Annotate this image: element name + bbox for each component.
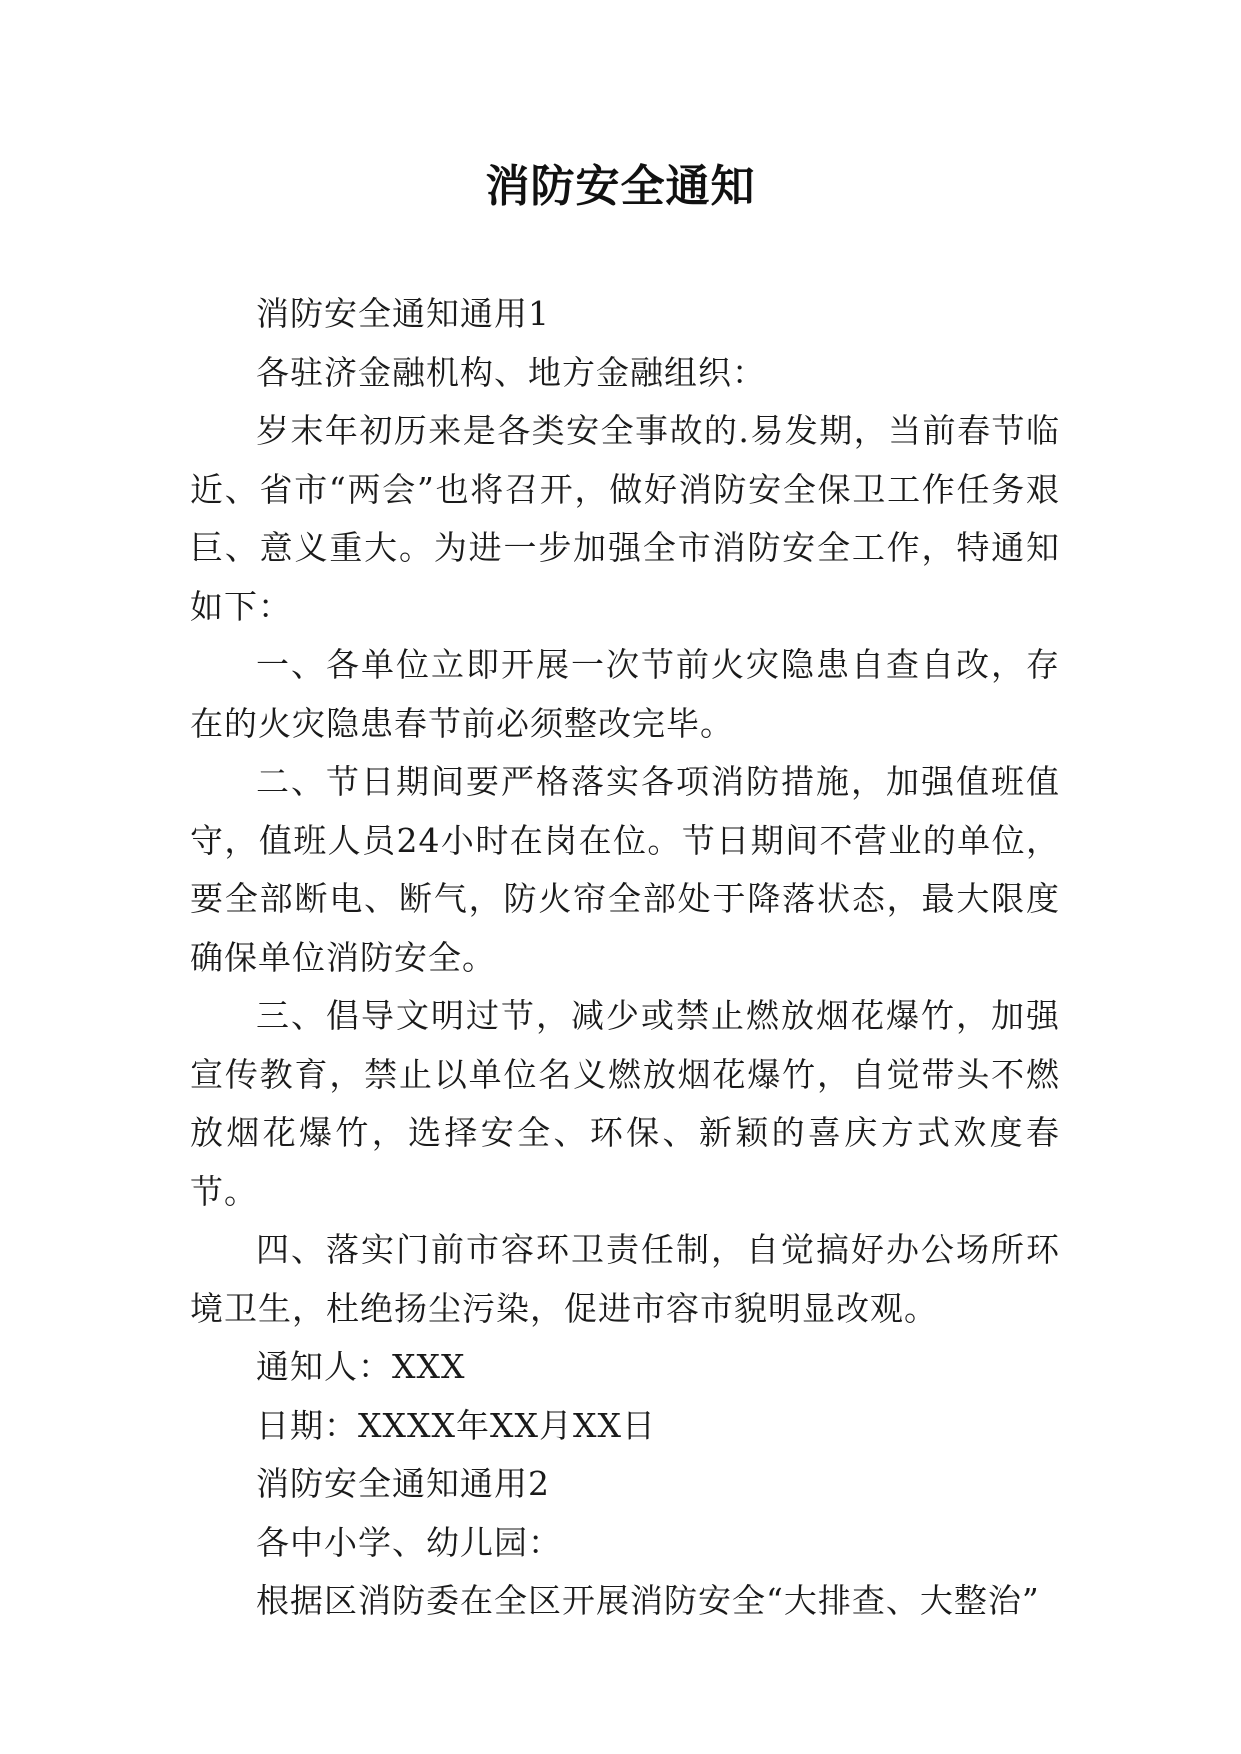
date-line: 日期：XXXX年XX月XX日 <box>256 1405 656 1445</box>
item-1-paragraph: 一、各单位立即开展一次节前火灾隐患自查自改，存在的火灾隐患春节前必须整改完毕。 <box>190 645 1060 743</box>
document-title: 消防安全通知 <box>485 161 756 212</box>
salutation-2: 各中小学、幼儿园： <box>256 1522 562 1562</box>
notifier-line: 通知人：XXX <box>256 1347 466 1386</box>
intro-paragraph: 岁末年初历来是各类安全事故的.易发期，当前春节临近、省市“两会”也将召开，做好消防安全保卫工作任务艰巨、意义重大。为进一步加强全市消防安全工作，特通知如下： <box>190 411 1060 626</box>
section-heading-1: 消防安全通知通用1 <box>256 294 550 333</box>
item-4-paragraph: 四、落实门前市容环卫责任制，自觉搞好办公场所环境卫生，杜绝扬尘污染，促进市容市貌明显改观。 <box>190 1230 1060 1328</box>
item-3-paragraph: 三、倡导文明过节，减少或禁止燃放烟花爆竹，加强宣传教育，禁止以单位名义燃放烟花爆竹，自觉带头不燃放烟花爆竹，选择安全、环保、新颖的喜庆方式欢度春节。 <box>190 996 1060 1211</box>
document-body <box>190 285 1060 1631</box>
section-2-opening-paragraph: 根据区消防委在全区开展消防安全“大排查、大整治” <box>256 1581 1040 1620</box>
item-2-paragraph: 二、节日期间要严格落实各项消防措施，加强值班值守，值班人员24小时在岗在位。节日期间不营业的单位，要全部断电、断气，防火帘全部处于降落状态，最大限度确保单位消防安全。 <box>190 762 1060 977</box>
section-heading-2: 消防安全通知通用2 <box>256 1464 550 1503</box>
salutation-1: 各驻济金融机构、地方金融组织： <box>256 352 766 392</box>
